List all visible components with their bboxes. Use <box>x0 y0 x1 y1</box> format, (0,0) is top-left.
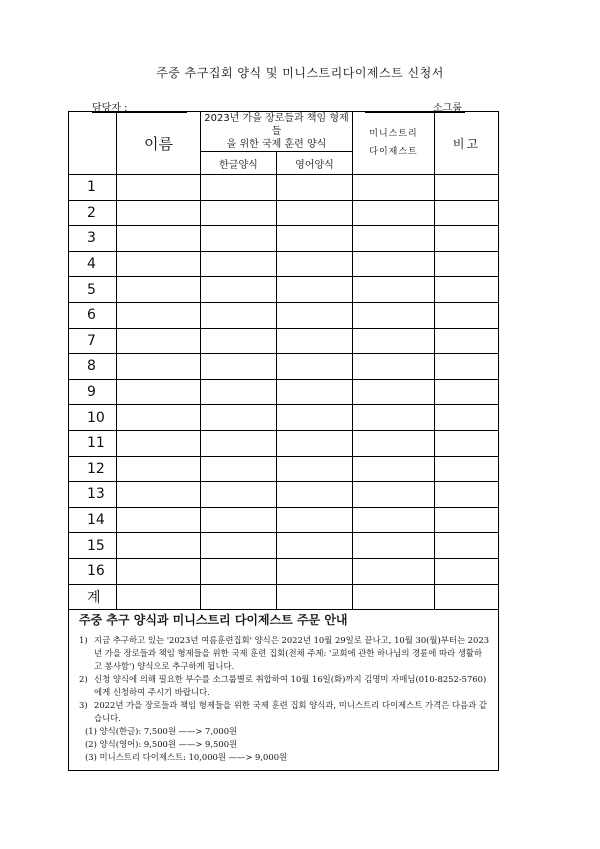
korean-qty-cell[interactable] <box>201 379 277 405</box>
table-row <box>69 379 499 405</box>
row-number: 8 <box>69 354 117 380</box>
notice-item-text: 2022년 가을 장로들과 책임 형제들을 위한 국제 훈련 집회 양식과, 미니스트리 다이제스트 가격은 다음과 같습니다. <box>94 700 487 724</box>
table-row <box>69 456 499 482</box>
notice-section <box>69 610 499 771</box>
header-schedule-line1: 2023년 가을 장로들과 책임 형제들 <box>204 113 349 137</box>
note-cell[interactable] <box>435 328 499 354</box>
application-table <box>68 111 499 771</box>
note-cell[interactable] <box>435 354 499 380</box>
note-cell[interactable] <box>435 430 499 456</box>
english-qty-cell[interactable] <box>277 354 353 380</box>
name-cell[interactable] <box>117 277 201 303</box>
digest-qty-cell[interactable] <box>353 482 435 508</box>
name-cell[interactable] <box>117 533 201 559</box>
notice-item <box>79 699 490 725</box>
name-cell[interactable] <box>117 328 201 354</box>
korean-qty-cell[interactable] <box>201 430 277 456</box>
header-schedule-line2: 을 위한 국제 훈련 양식 <box>226 139 327 150</box>
korean-qty-cell[interactable] <box>201 584 277 610</box>
digest-qty-cell[interactable] <box>353 226 435 252</box>
row-number: 3 <box>69 226 117 252</box>
name-cell[interactable] <box>117 175 201 201</box>
digest-qty-cell[interactable] <box>353 277 435 303</box>
digest-qty-cell[interactable] <box>353 533 435 559</box>
digest-qty-cell[interactable] <box>353 430 435 456</box>
digest-qty-cell[interactable] <box>353 328 435 354</box>
row-number: 1 <box>69 175 117 201</box>
notice-item-number: 1) <box>79 635 88 646</box>
digest-qty-cell[interactable] <box>353 379 435 405</box>
name-cell[interactable] <box>117 200 201 226</box>
note-cell[interactable] <box>435 456 499 482</box>
note-cell[interactable] <box>435 226 499 252</box>
row-number: 13 <box>69 482 117 508</box>
notice-item <box>79 634 490 673</box>
table-row <box>69 226 499 252</box>
note-cell[interactable] <box>435 405 499 431</box>
korean-qty-cell[interactable] <box>201 507 277 533</box>
manager-label: 담당자 : <box>92 103 128 114</box>
english-qty-cell[interactable] <box>277 558 353 584</box>
table-row <box>69 533 499 559</box>
table-row <box>69 405 499 431</box>
notice-item-number: 2) <box>79 674 88 685</box>
document-title: 주중 추구집회 양식 및 미니스트리다이제스트 신청서 <box>156 66 444 80</box>
row-number: 7 <box>69 328 117 354</box>
digest-qty-cell[interactable] <box>353 507 435 533</box>
row-number: 11 <box>69 430 117 456</box>
name-cell[interactable] <box>117 226 201 252</box>
korean-qty-cell[interactable] <box>201 533 277 559</box>
korean-qty-cell[interactable] <box>201 200 277 226</box>
name-cell[interactable] <box>117 251 201 277</box>
digest-qty-cell[interactable] <box>353 302 435 328</box>
english-qty-cell[interactable] <box>277 405 353 431</box>
header-schedule <box>201 112 353 152</box>
korean-qty-cell[interactable] <box>201 558 277 584</box>
korean-qty-cell[interactable] <box>201 482 277 508</box>
row-number: 15 <box>69 533 117 559</box>
note-cell[interactable] <box>435 175 499 201</box>
header-md-line2: 다이제스트 <box>369 147 418 157</box>
price-line: (2) 양식(영어): 9,500원 ——> 9,500원 <box>85 739 238 750</box>
group-label: 소그룹 <box>433 103 462 114</box>
digest-qty-cell[interactable] <box>353 354 435 380</box>
english-qty-cell[interactable] <box>277 200 353 226</box>
notice-title: 주중 추구 양식과 미니스트리 다이제스트 주문 안내 <box>79 613 348 628</box>
table-row <box>69 251 499 277</box>
note-cell[interactable] <box>435 558 499 584</box>
price-line: (1) 양식(한글): 7,500원 ——> 7,000원 <box>85 726 238 737</box>
table-row <box>69 482 499 508</box>
english-qty-cell[interactable] <box>277 328 353 354</box>
table-row <box>69 277 499 303</box>
note-cell[interactable] <box>435 277 499 303</box>
korean-qty-cell[interactable] <box>201 328 277 354</box>
english-qty-cell[interactable] <box>277 226 353 252</box>
name-cell[interactable] <box>117 430 201 456</box>
header-note: 비고 <box>435 112 499 175</box>
header-blank <box>69 112 117 175</box>
english-qty-cell[interactable] <box>277 251 353 277</box>
english-qty-cell[interactable] <box>277 456 353 482</box>
notice-item-text: 신청 양식에 의해 필요한 부수를 소그룹별로 취합하여 10월 16일(화)까지 김명미 자매님(010-8252-5760)에게 신청하여 주시기 바랍니다. <box>94 674 487 698</box>
note-cell[interactable] <box>435 482 499 508</box>
english-qty-cell[interactable] <box>277 430 353 456</box>
korean-qty-cell[interactable] <box>201 302 277 328</box>
name-cell[interactable] <box>117 507 201 533</box>
notice-body <box>69 634 498 764</box>
row-number: 16 <box>69 558 117 584</box>
row-number: 4 <box>69 251 117 277</box>
table-row <box>69 200 499 226</box>
note-cell[interactable] <box>435 533 499 559</box>
note-cell[interactable] <box>435 251 499 277</box>
korean-qty-cell[interactable] <box>201 405 277 431</box>
price-line: (3) 미니스트리 다이제스트: 10,000원 ——> 9,000원 <box>85 752 288 763</box>
digest-qty-cell[interactable] <box>353 456 435 482</box>
row-number: 12 <box>69 456 117 482</box>
name-cell[interactable] <box>117 456 201 482</box>
english-qty-cell[interactable] <box>277 379 353 405</box>
name-cell[interactable] <box>117 302 201 328</box>
header-name: 이름 <box>117 112 201 175</box>
row-number: 6 <box>69 302 117 328</box>
english-qty-cell[interactable] <box>277 533 353 559</box>
note-cell[interactable] <box>435 584 499 610</box>
english-qty-cell[interactable] <box>277 482 353 508</box>
table-row <box>69 302 499 328</box>
english-qty-cell[interactable] <box>277 584 353 610</box>
english-qty-cell[interactable] <box>277 277 353 303</box>
header-ministry-digest <box>353 112 435 175</box>
row-number: 9 <box>69 379 117 405</box>
korean-qty-cell[interactable] <box>201 226 277 252</box>
note-cell[interactable] <box>435 379 499 405</box>
digest-qty-cell[interactable] <box>353 584 435 610</box>
korean-qty-cell[interactable] <box>201 456 277 482</box>
row-number: 2 <box>69 200 117 226</box>
english-qty-cell[interactable] <box>277 507 353 533</box>
header-md-line1: 미니스트리 <box>369 129 418 139</box>
korean-qty-cell[interactable] <box>201 175 277 201</box>
name-cell[interactable] <box>117 379 201 405</box>
english-qty-cell[interactable] <box>277 175 353 201</box>
row-number: 계 <box>69 584 117 610</box>
table-row <box>69 328 499 354</box>
korean-qty-cell[interactable] <box>201 277 277 303</box>
table-row <box>69 430 499 456</box>
row-number: 10 <box>69 405 117 431</box>
name-cell[interactable] <box>117 584 201 610</box>
note-cell[interactable] <box>435 200 499 226</box>
header-english-edition: 영어양식 <box>277 152 353 175</box>
name-cell[interactable] <box>117 354 201 380</box>
korean-qty-cell[interactable] <box>201 354 277 380</box>
name-cell[interactable] <box>117 405 201 431</box>
header-korean-edition: 한글양식 <box>201 152 277 175</box>
digest-qty-cell[interactable] <box>353 405 435 431</box>
digest-qty-cell[interactable] <box>353 558 435 584</box>
notice-item <box>79 673 490 699</box>
digest-qty-cell[interactable] <box>353 175 435 201</box>
name-cell[interactable] <box>117 482 201 508</box>
total-row <box>69 584 499 610</box>
digest-qty-cell[interactable] <box>353 251 435 277</box>
digest-qty-cell[interactable] <box>353 200 435 226</box>
english-qty-cell[interactable] <box>277 302 353 328</box>
notice-item-number: 3) <box>79 700 88 711</box>
notice-item-text: 지금 추구하고 있는 '2023년 여름훈련집회' 양식은 2022년 10월 29일로 끝나고, 10월 30(월)부터는 2023년 가을 장로들과 책임 형제들을 위한 국제 훈련 집회(전체 주제: '교회에 관한 하나님의 경륜에 따라 생활하고 봉사함') 양식으로 추구하게 됩니다. <box>94 635 490 672</box>
note-cell[interactable] <box>435 302 499 328</box>
name-cell[interactable] <box>117 558 201 584</box>
table-row <box>69 354 499 380</box>
korean-qty-cell[interactable] <box>201 251 277 277</box>
row-number: 5 <box>69 277 117 303</box>
note-cell[interactable] <box>435 507 499 533</box>
row-number: 14 <box>69 507 117 533</box>
table-row <box>69 558 499 584</box>
table-row <box>69 507 499 533</box>
table-row <box>69 175 499 201</box>
